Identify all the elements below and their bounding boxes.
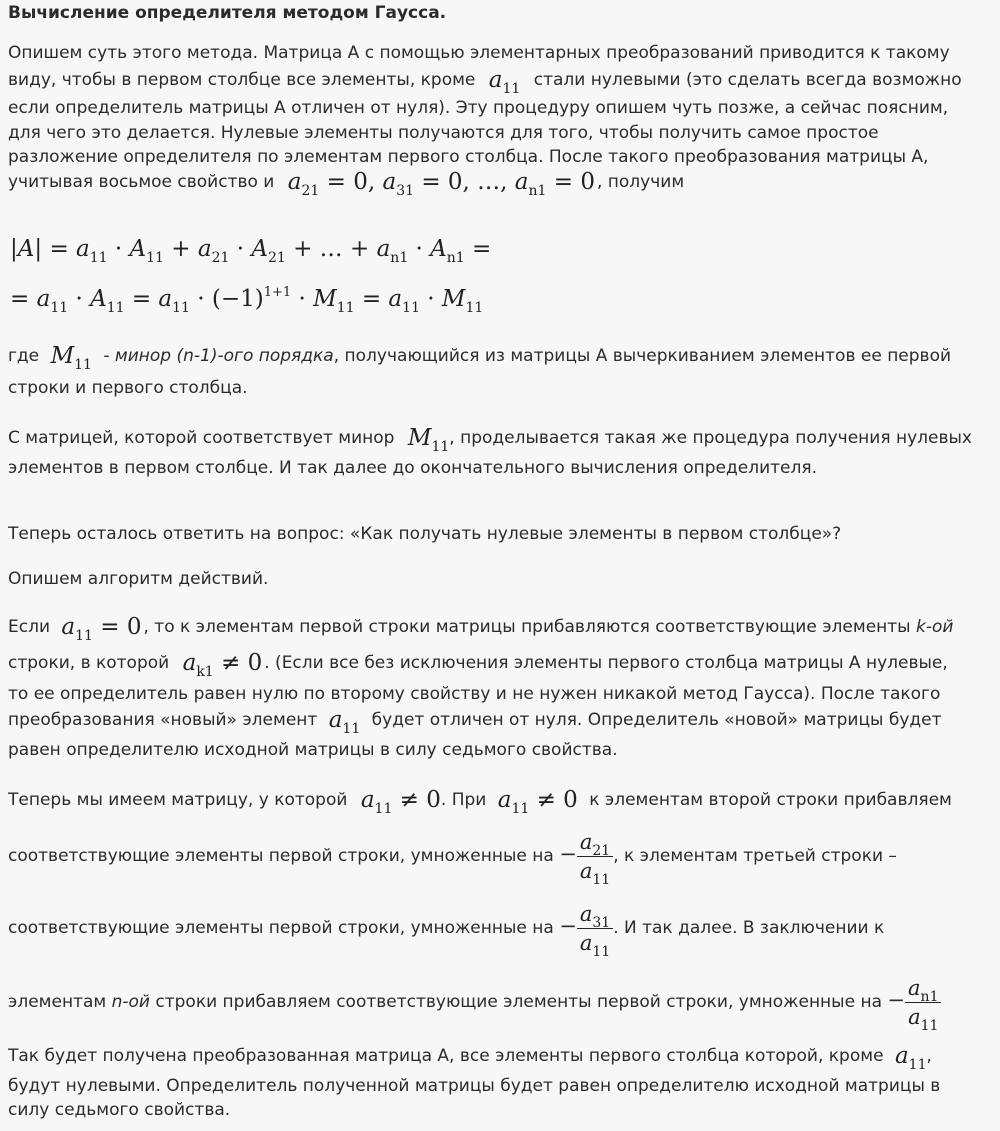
p7-line2: соответствующие элементы первой строки, умноженные на − $\frac{a_{21}}{a_{11}}$ , к элементам третьей строки – xyxy=(8,829,897,888)
p1-line5: разложение определителя по элементам первого столбца. После такого преобразования матрицы A, xyxy=(8,147,929,167)
p6-line1: Если $a_{11} = 0$ , то к элементам первой строки матрицы прибавляются соответствующие элементы k-ой xyxy=(8,614,954,644)
fraction-a31-over-a11: $\frac{a_{31}}{a_{11}}$ xyxy=(577,902,613,955)
formula-a11-final: $a_{11}$ xyxy=(894,1043,927,1073)
fraction-an1-over-a11: $\frac{a_{n1}}{a_{11}}$ xyxy=(905,976,941,1029)
p6-line4: преобразования «новый» элемент $a_{11}$ будет отличен от нуля. Определитель «новой» матрицы будет xyxy=(8,707,942,737)
formula-a11-ne-0: $a_{11} \ne 0$ xyxy=(360,787,441,817)
formula-a11-ne-0-second: $a_{11} \ne 0$ xyxy=(497,787,578,817)
formula-expansion-line2: = $a_{11} \cdot A_{11} = a_{11} \cdot (-1)^{1+1} \cdot M_{11} = a_{11} \cdot M_{11}$ xyxy=(10,285,484,316)
formula-expansion-line1: $|A| = a_{11} \cdot A_{11} + a_{21} \cdot A_{21}$ + … + $a_{n1} \cdot A_{n1}$ = xyxy=(10,236,492,266)
fraction-a21-over-a11: $\frac{a_{21}}{a_{11}}$ xyxy=(577,830,613,883)
p1-line6: учитывая восьмое свойство и $a_{21} = 0$, $a_{31} = 0$, …, $a_{n1} = 0$ , получим xyxy=(8,169,685,199)
p7-line4: элементам n-ой строки прибавляем соответствующие элементы первой строки, умноженные на − $\frac{a_{n1}}{a_{11}}$ xyxy=(8,968,941,1034)
p4-question: Теперь осталось ответить на вопрос: «Как получать нулевые элементы в первом столбце»? xyxy=(8,524,842,544)
p3-line1: С матрицей, которой соответствует минор $M_{11}$, проделывается такая же процедура получения нулевых xyxy=(8,425,972,455)
p8-line2: будут нулевыми. Определитель полученной матрицы будет равен определителю исходной матрицы в xyxy=(8,1076,941,1096)
p8-line3: силу седьмого свойства. xyxy=(8,1100,231,1120)
formula-ak1-ne-0: $a_{k1} \ne 0$ xyxy=(182,650,263,680)
p2-line1: где $M_{11}$ - минор (n-1)-ого порядка, получающийся из матрицы A вычеркиванием элементов ее первой xyxy=(8,343,952,373)
formula-M11: $M_{11}$ xyxy=(50,343,92,373)
p1-line3: если определитель матрицы A отличен от нуля). Эту процедуру опишем чуть позже, а сейчас поясним, xyxy=(8,98,949,118)
p7-line3: соответствующие элементы первой строки, умноженные на − $\frac{a_{31}}{a_{11}}$ . И так далее. В заключении к xyxy=(8,901,885,960)
p3-line2: элементов в первом столбце. И так далее до окончательного вычисления определителя. xyxy=(8,458,817,478)
p1-line4: для чего это делается. Нулевые элементы получаются для того, чтобы получить самое простое xyxy=(8,123,879,143)
p1-line1: Опишем суть этого метода. Матрица A с помощью элементарных преобразований приводится к такому xyxy=(8,43,950,63)
formula-M11-minor: $M_{11}$ xyxy=(407,425,450,455)
p6-line5: равен определителю исходной матрицы в силу седьмого свойства. xyxy=(8,740,618,760)
formula-a11: $a_{11}$ xyxy=(488,67,521,97)
page-title: Вычисление определителя методом Гаусса. xyxy=(8,3,447,23)
p6-line3: то ее определитель равен нулю по второму свойству и не нужен никакой метод Гаусса). После такого xyxy=(8,684,941,704)
p8-line1: Так будет получена преобразованная матрица A, все элементы первого столбца которой, кроме $a_{11}$, xyxy=(8,1043,932,1073)
formula-a11-eq-0: $a_{11} = 0$ xyxy=(61,614,142,644)
p5-algorithm: Опишем алгоритм действий. xyxy=(8,569,269,589)
formula-zeros-condition: $a_{21} = 0$, $a_{31} = 0$, …, $a_{n1} = 0$ xyxy=(287,169,595,199)
p7-line1: Теперь мы имеем матрицу, у которой $a_{11} \ne 0$. При $a_{11} \ne 0$ к элементам второй строки прибавляем xyxy=(8,787,952,817)
formula-new-a11: $a_{11}$ xyxy=(328,707,361,737)
p2-line2: строки и первого столбца. xyxy=(8,378,248,398)
p1-line2: виду, чтобы в первом столбце все элементы, кроме $a_{11}$ стали нулевыми (это сделать всегда возможно xyxy=(8,67,962,97)
p6-line2: строки, в которой $a_{k1} \ne 0$ . (Если все без исключения элементы первого столбца матрицы A нулевые, xyxy=(8,650,948,680)
